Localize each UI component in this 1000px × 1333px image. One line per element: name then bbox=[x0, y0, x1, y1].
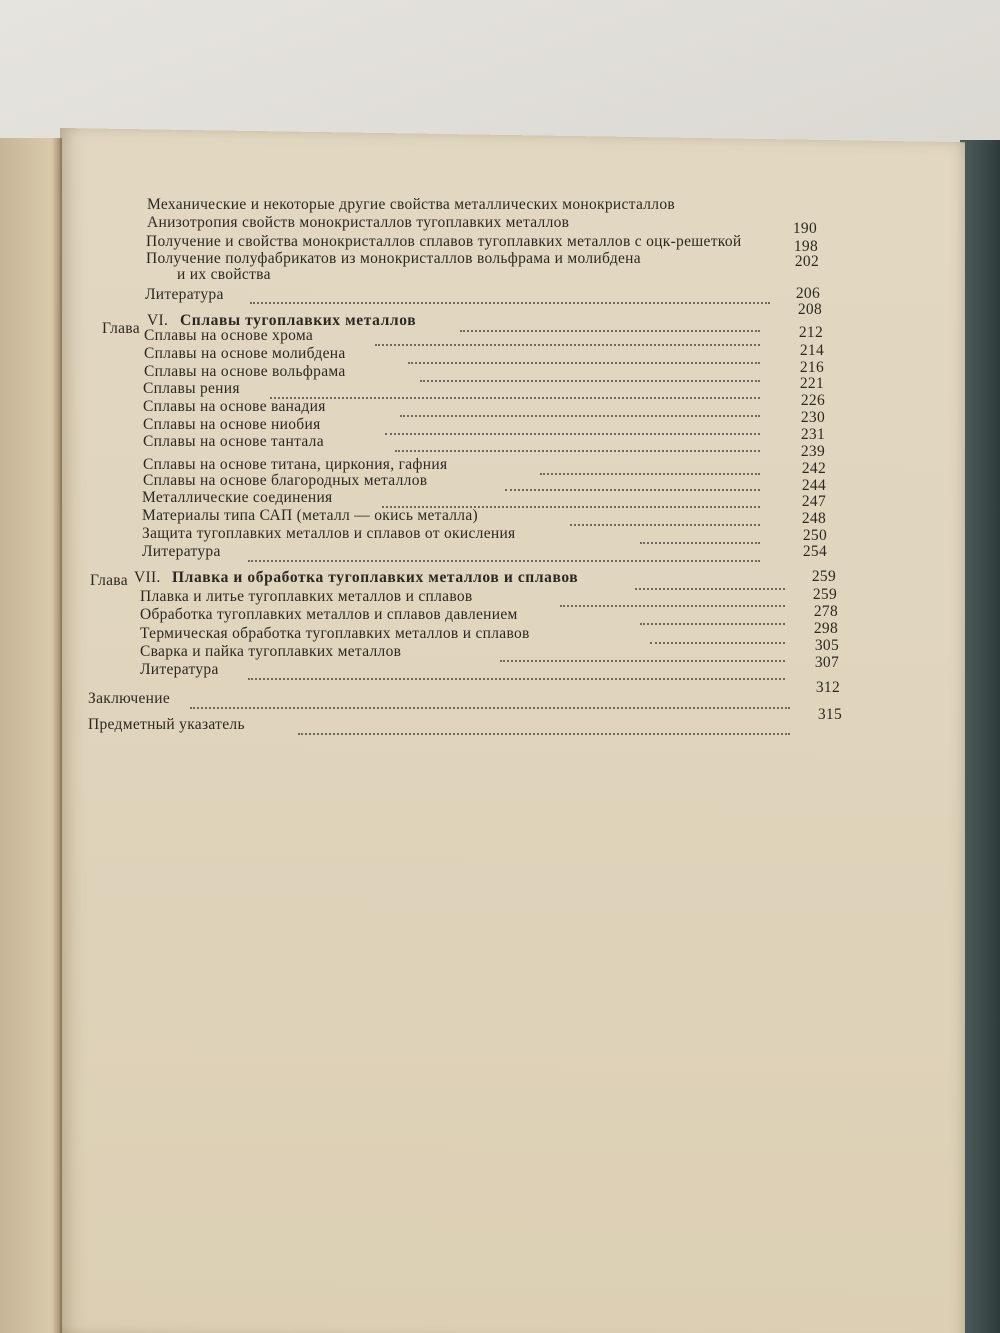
toc-entry-title: Термическая обработка тугоплавких металлов и сплавов bbox=[140, 625, 530, 642]
dot-leader bbox=[248, 660, 785, 680]
chapter-prefix: Глава bbox=[102, 320, 140, 337]
chapter-title: Сплавы тугоплавких металлов bbox=[180, 312, 417, 329]
toc-entry-page: 250 bbox=[802, 527, 827, 544]
toc-entry-title: Сплавы на основе хрома bbox=[144, 327, 314, 344]
toc-entry-page: 307 bbox=[814, 654, 839, 671]
toc-entry-title: Заключение bbox=[88, 690, 171, 707]
toc-entry-title: Сплавы на основе вольфрама bbox=[144, 363, 346, 380]
toc-entry-page: 226 bbox=[800, 392, 825, 409]
dot-leader bbox=[248, 542, 760, 562]
toc-entry-title: Обработка тугоплавких металлов и сплавов давлением bbox=[140, 606, 518, 623]
toc-entry-title: Предметный указатель bbox=[88, 716, 245, 733]
toc-entry-page: 247 bbox=[801, 493, 826, 510]
dot-leader bbox=[500, 642, 785, 662]
toc-entry-page: 206 bbox=[795, 285, 820, 302]
chapter-number: VII. bbox=[134, 569, 161, 586]
dot-leader bbox=[298, 715, 790, 735]
dot-leader bbox=[640, 605, 785, 625]
toc-entry-page: 278 bbox=[813, 603, 838, 620]
chapter-number: VI. bbox=[147, 312, 169, 329]
chapter-prefix: Глава bbox=[90, 572, 128, 589]
dot-leader bbox=[650, 624, 785, 644]
toc-entry-page: 230 bbox=[800, 409, 825, 426]
dot-leader bbox=[250, 284, 770, 304]
dot-leader bbox=[375, 326, 760, 346]
toc-entry-page: 202 bbox=[794, 253, 819, 270]
toc-entry-page: 216 bbox=[799, 359, 824, 376]
toc-entry-page: 244 bbox=[801, 477, 826, 494]
toc-entry-page: 312 bbox=[815, 679, 840, 696]
toc-entry-title: Литература bbox=[145, 286, 224, 303]
toc-entry-title: Сплавы на основе благородных металлов bbox=[143, 472, 428, 489]
toc-entry-page: 221 bbox=[799, 375, 824, 392]
toc-entry-title: Механические и некоторые другие свойства металлических монокристаллов bbox=[147, 196, 676, 213]
chapter-title: Плавка и обработка тугоплавких металлов и сплавов bbox=[172, 569, 579, 586]
toc-entry-page: 231 bbox=[800, 426, 825, 443]
toc-entry-title: Литература bbox=[142, 543, 221, 560]
toc-entry-page: 305 bbox=[814, 637, 839, 654]
toc-entry-page: 214 bbox=[799, 342, 824, 359]
toc-entry-page: 254 bbox=[802, 543, 827, 560]
toc-entry-title: Сплавы на основе ниобия bbox=[143, 416, 321, 433]
toc-entry-title: Получение и свойства монокристаллов сплавов тугоплавких металлов с оцк-решеткой bbox=[146, 233, 742, 250]
toc-entry-title: Получение полуфабрикатов из монокристаллов вольфрама и молибдена bbox=[146, 250, 641, 267]
toc-entry-title-continued: и их свойства bbox=[177, 266, 271, 283]
dot-leader bbox=[640, 524, 760, 544]
toc-entry-page: 208 bbox=[797, 301, 822, 318]
dot-leader bbox=[395, 432, 760, 452]
toc-entry-title: Анизотропия свойств монокристаллов тугоплавких металлов bbox=[147, 214, 570, 231]
chapter-page: 212 bbox=[798, 324, 823, 341]
dot-leader bbox=[408, 344, 760, 364]
toc-entry-page: 239 bbox=[800, 443, 825, 460]
toc-entry-title: Сплавы на основе титана, циркония, гафния bbox=[143, 456, 448, 473]
dot-leader bbox=[270, 379, 760, 399]
toc-entry-title: Сплавы на основе молибдена bbox=[144, 345, 346, 362]
toc-entry-title: Плавка и литье тугоплавких металлов и сплавов bbox=[140, 588, 473, 605]
toc-entry-title: Материалы типа САП (металл — окись металла) bbox=[142, 507, 478, 524]
toc-entry-page: 315 bbox=[817, 706, 842, 723]
toc-entry-page: 298 bbox=[813, 620, 838, 637]
toc-entry-page: 190 bbox=[792, 220, 817, 237]
toc-entry-page: 242 bbox=[801, 460, 826, 477]
toc-entry-title: Сплавы на основе ванадия bbox=[143, 398, 326, 415]
toc-entry-title: Защита тугоплавких металлов и сплавов от окисления bbox=[142, 525, 516, 542]
toc-entry-page: 198 bbox=[793, 238, 818, 255]
dot-leader bbox=[560, 587, 785, 607]
toc-entry-title: Металлические соединения bbox=[142, 489, 333, 506]
toc-entry-title: Сварка и пайка тугоплавких металлов bbox=[140, 643, 402, 660]
dot-leader bbox=[400, 397, 760, 417]
toc-entry-page: 248 bbox=[801, 510, 826, 527]
toc-entry-page: 259 bbox=[812, 586, 837, 603]
chapter-page: 259 bbox=[811, 568, 836, 585]
dot-leader bbox=[570, 506, 760, 526]
toc-entry-title: Литература bbox=[140, 661, 219, 678]
dot-leader bbox=[190, 689, 790, 709]
toc-entry-title: Сплавы рения bbox=[143, 380, 240, 397]
dot-leader bbox=[382, 488, 760, 508]
toc-entry-title: Сплавы на основе тантала bbox=[143, 433, 324, 450]
